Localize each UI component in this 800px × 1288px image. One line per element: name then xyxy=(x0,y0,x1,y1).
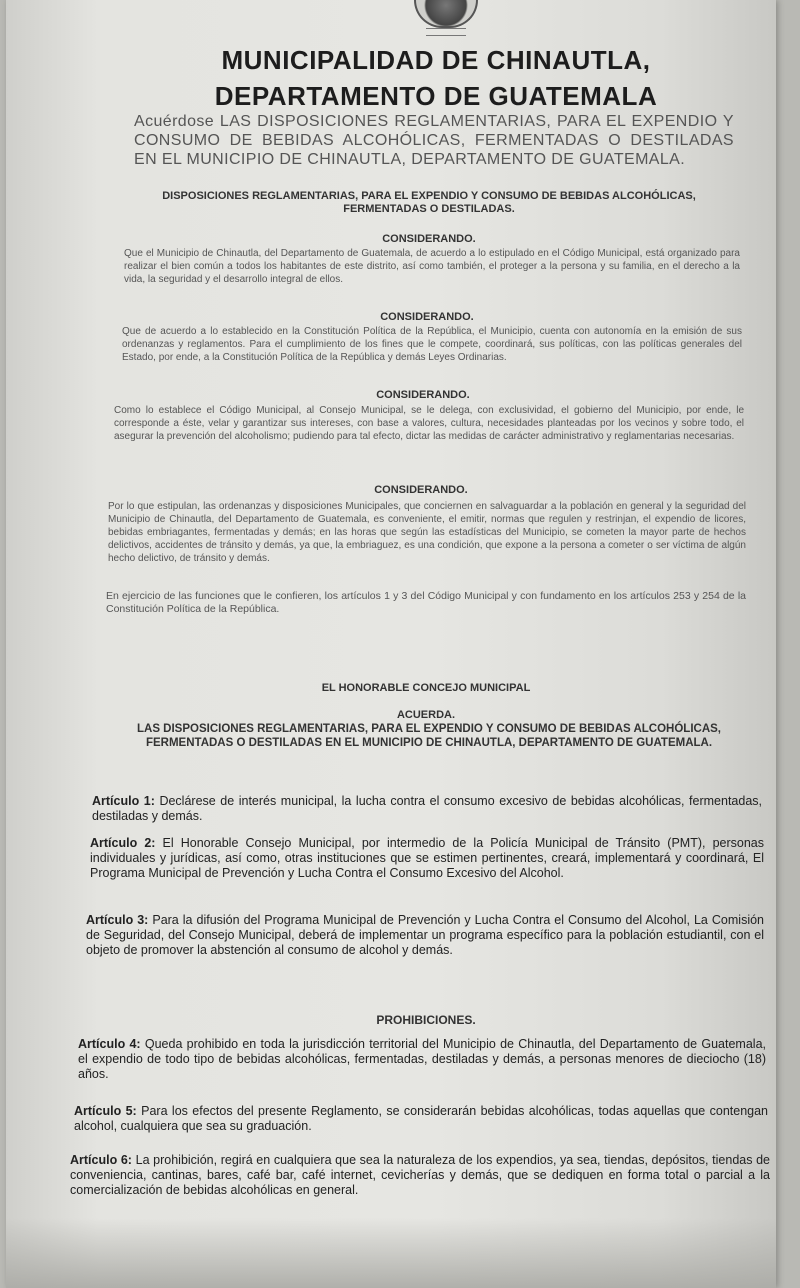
articulo-1 xyxy=(92,794,762,824)
articulo-2-label: Artículo 2: xyxy=(90,836,156,850)
articulo-4-text: Queda prohibido en toda la jurisdicción territorial del Municipio de Chinautla, del Departamento de Guatemala, el expendio de todo tipo de bebidas alcohólicas, fermentadas, destiladas y demás, a personas menores de dieciocho (18) años. xyxy=(78,1037,766,1081)
articulo-3-text: Para la difusión del Programa Municipal de Prevención y Lucha Contra el Consumo del Alcohol, La Comisión de Seguridad, del Consejo Municipal, deberá de implementar un programa específico para la población estudiantil, con el objeto de promover la abstención al consumo de alcohol y demás. xyxy=(86,913,764,957)
title-line-2: DEPARTAMENTO DE GUATEMALA xyxy=(214,81,658,111)
considerando-4-heading: CONSIDERANDO. xyxy=(374,484,468,496)
document-page xyxy=(6,0,776,1288)
articulo-5 xyxy=(74,1104,768,1134)
considerando-3-heading: CONSIDERANDO. xyxy=(376,389,470,401)
intro-text: Acuérdose LAS DISPOSICIONES REGLAMENTARIAS, PARA EL EXPENDIO Y CONSUMO DE BEBIDAS ALCOHÓLICAS, FERMENTADAS O DESTILADAS EN EL MUNICIPIO DE CHINAUTLA, DEPARTAMENTO DE GUATEMALA. xyxy=(134,113,734,168)
articulo-6-label: Artículo 6: xyxy=(70,1153,132,1167)
ejercicio-text: En ejercicio de las funciones que le confieren, los artículos 1 y 3 del Código Municipal y con fundamento en los artículos 253 y 254 de la Constitución Política de la República. xyxy=(106,590,746,615)
considerando-3-text: Como lo establece el Código Municipal, al Consejo Municipal, se le delega, con exclusividad, el gobierno del Municipio, por ende, le corresponde a éste, velar y garantizar sus intereses, con base a valores, cultura, necesidades planteadas por los vecinos y sobre todo, el asegurar la prevención del alcoholismo; pudiendo para tal efecto, dictar las medidas de carácter administrativo y reglamentarias necesarias. xyxy=(114,405,744,442)
acuerda-title: LAS DISPOSICIONES REGLAMENTARIAS, PARA EL EXPENDIO Y CONSUMO DE BEBIDAS ALCOHÓLICAS, FERMENTADAS O DESTILADAS EN EL MUNICIPIO DE CHINAUTLA, DEPARTAMENTO DE GUATEMALA. xyxy=(136,723,721,749)
articulo-3-label: Artículo 3: xyxy=(86,913,149,927)
articulo-2 xyxy=(90,836,764,881)
articulo-1-label: Artículo 1: xyxy=(92,794,155,808)
articulo-5-text: Para los efectos del presente Reglamento, se considerarán bebidas alcohólicas, todas aquellas que contengan alcohol, cualquiera que sea su graduación. xyxy=(74,1104,768,1133)
articulo-4 xyxy=(78,1037,766,1082)
considerando-1-text: Que el Municipio de Chinautla, del Departamento de Guatemala, de acuerdo a lo estipulado en el Código Municipal, está organizado para realizar el bien común a todos los habitantes de este distrito, así como también, el proteger a la persona y su familia, en el derecho a la vida, la seguridad y el desarrollo integral de ellos. xyxy=(124,248,740,285)
articulo-4-label: Artículo 4: xyxy=(78,1037,141,1051)
municipal-seal xyxy=(414,0,478,28)
concejo-heading: EL HONORABLE CONCEJO MUNICIPAL xyxy=(321,682,531,694)
articulo-1-text: Declárese de interés municipal, la lucha contra el consumo excesivo de bebidas alcohólicas, fermentadas, destiladas y demás. xyxy=(92,794,762,823)
section-title: DISPOSICIONES REGLAMENTARIAS, PARA EL EXPENDIO Y CONSUMO DE BEBIDAS ALCOHÓLICAS, FERMENTADAS O DESTILADAS. xyxy=(162,190,696,215)
articulo-6-text: La prohibición, regirá en cualquiera que sea la naturaleza de los expendios, ya sea, tiendas, depósitos, tiendas de conveniencia, cantinas, bares, café bar, café internet, cevicherías y demás, que se dediquen en forma total o parcial a la comercialización de bebidas alcohólicas en general. xyxy=(70,1153,771,1197)
articulo-5-label: Artículo 5: xyxy=(74,1104,137,1118)
articulo-3 xyxy=(86,913,764,958)
acuerda-heading: ACUERDA. xyxy=(396,709,456,721)
prohibiciones-heading: PROHIBICIONES. xyxy=(376,1013,476,1027)
considerando-2-heading: CONSIDERANDO. xyxy=(380,311,474,323)
page-bottom-shadow xyxy=(6,1218,776,1288)
seal-caption xyxy=(426,28,466,36)
considerando-1-heading: CONSIDERANDO. xyxy=(382,233,476,245)
considerando-4-text: Por lo que estipulan, las ordenanzas y disposiciones Municipales, que conciernen en salvaguardar a la población en general y la seguridad del Municipio de Chinautla, del Departamento de Guatemala, es conveniente, el emitir, normas que regulen y restrinjan, el expendio de licores, bebidas embriagantes, fermentadas y demás; en las horas que según las estadísticas del Municipio, se cometen la mayor parte de hechos delictivos, accidentes de tránsito y demás, ya que, la embriaguez, es una condición, que expone a la persona a cometer o ser víctima de algún hecho delictivo, de tránsito y demás. xyxy=(108,501,746,564)
title-line-1: MUNICIPALIDAD DE CHINAUTLA, xyxy=(221,45,651,75)
considerando-2-text: Que de acuerdo a lo establecido en la Constitución Política de la República, el Municipio, cuenta con autonomía en la emisión de sus ordenanzas y reglamentos. Para el cumplimiento de los fines que le compete, coordinará, sus políticas, con las políticas generales del Estado, por ende, a la Constitución Política de la República y demás Leyes Ordinarias. xyxy=(122,326,742,363)
articulo-2-text: El Honorable Consejo Municipal, por intermedio de la Policía Municipal de Tránsito (PMT), personas individuales y jurídicas, así como, otras instituciones que se estimen pertinentes, creará, implementará y coordinará, El Programa Municipal de Prevención y Lucha Contra el Consumo Excesivo del Alcohol. xyxy=(90,836,764,880)
articulo-6 xyxy=(70,1153,770,1198)
